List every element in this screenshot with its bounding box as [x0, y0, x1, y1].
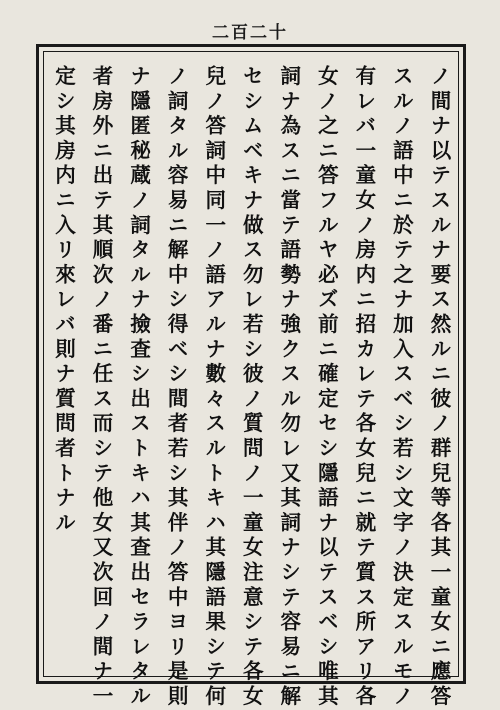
- text-column: スルノ語中ニ於テ之ナ加入スベシ若シ文字ノ決定スルモノ: [389, 65, 414, 710]
- text-column: ノ間ナ以テスルナ要ス然ルニ彼ノ群兒等各其一童女ニ應答: [426, 65, 451, 710]
- text-columns: [51, 65, 451, 710]
- page-number: 二百二十: [212, 23, 288, 43]
- text-column: 兒ノ答詞中同一ノ語アルナ數々スルトキハ其隱語果シテ何: [201, 65, 226, 710]
- text-column: 有レバ一童女ノ房内ニ招カレテ各女兒ニ就テ質ス所アリ各: [351, 65, 376, 710]
- text-column: セシムベキナ做ス勿レ若シ彼ノ質問ノ一童女注意シテ各女: [239, 65, 264, 710]
- text-column: ノ詞タル容易ニ解中シ得ベシ間者若シ其伴ノ答中ヨリ是則: [164, 65, 189, 710]
- text-column: 定シ其房内ニ入リ來レバ則ナ質問者トナル: [51, 65, 76, 537]
- text-column: 詞ナ為スニ當テ語勢ナ強クスル勿レ又其詞ナシテ容易ニ解: [276, 65, 301, 710]
- text-frame: [36, 44, 466, 710]
- text-column: 者房外ニ出テ其順次ノ番ニ任ス而シテ他女又次回ノ間ナ一: [89, 65, 114, 710]
- text-column: ナ隱匿秘蔵ノ詞タルナ撿査シ出ストキハ其查出セラレタル: [126, 65, 151, 710]
- text-column: 女ノ之ニ答フルヤ必ズ前ニ確定セシ隱語ナ以テスベシ唯其: [314, 65, 339, 710]
